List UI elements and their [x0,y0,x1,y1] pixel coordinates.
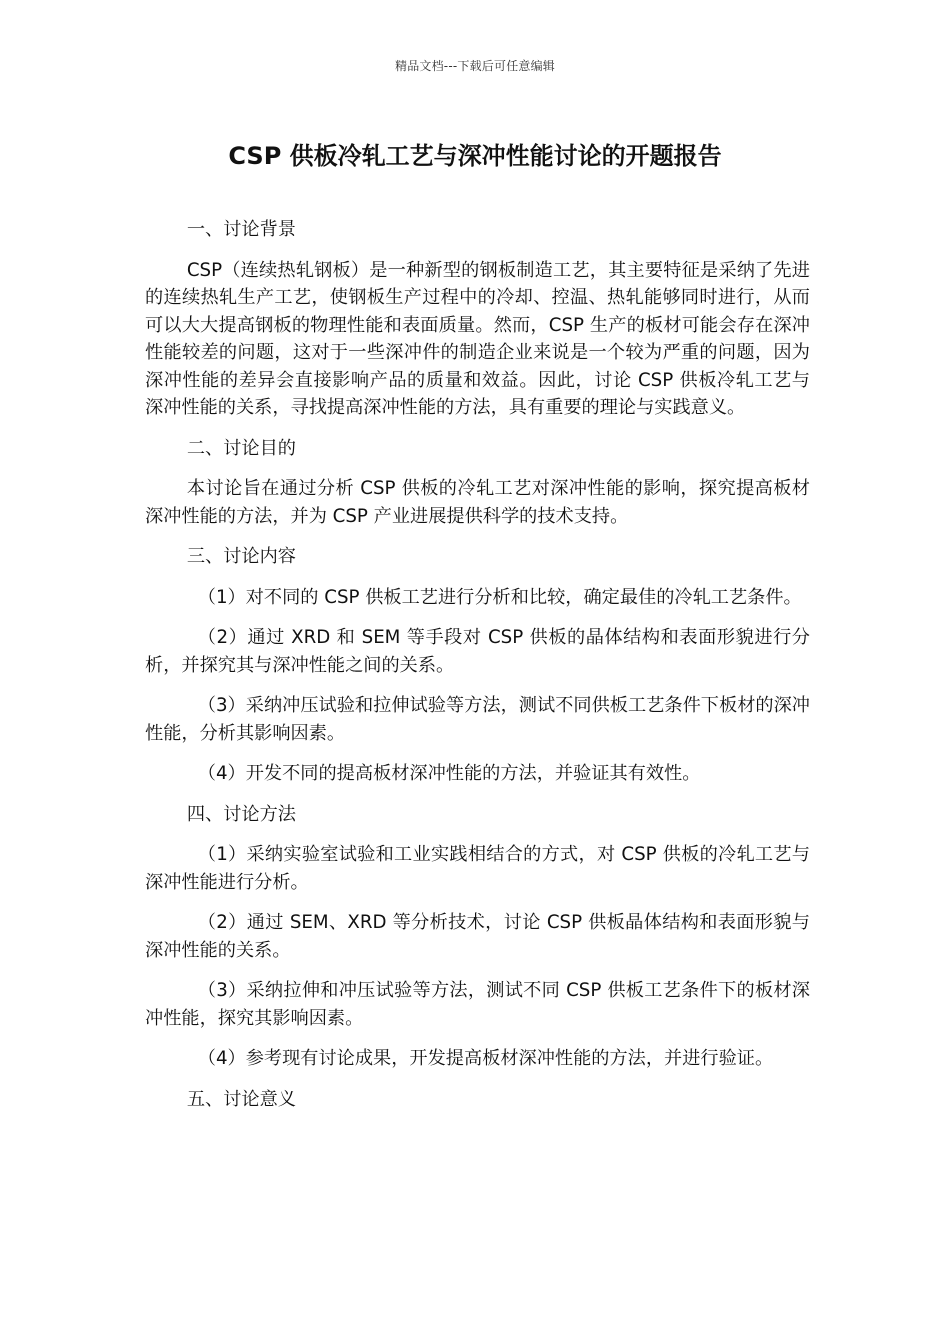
methods-item-4: （4）参考现有讨论成果，开发提高板材深冲性能的方法，并进行验证。 [197,1048,774,1069]
section-heading-purpose: 二、讨论目的 [186,437,296,459]
content-item-4: （4）开发不同的提高板材深冲性能的方法，并验证其有效性。 [197,763,701,784]
content-item-3: （3）采纳冲压试验和拉伸试验等方法，测试不同供板工艺条件下板材的深冲性能，分析其影响因素。 [145,695,810,744]
page-header: 精品文档---下载后可任意编辑 [395,59,555,73]
section-heading-methods: 四、讨论方法 [186,803,296,825]
background-paragraph: CSP（连续热轧钢板）是一种新型的钢板制造工艺，其主要特征是采纳了先进的连续热轧生产工艺，使钢板生产过程中的冷却、控温、热轧能够同时进行，从而可以大大提高钢板的物理性能和表面质量。然而，CSP 生产的板材可能会存在深冲性能较差的问题，这对于一些深冲件的制造企业来说是一个较为严重的问题，因为深冲性能的差异会直接影响产品的质量和效益。因此，讨论 CSP 供板冷轧工艺与深冲性能的关系，寻找提高深冲性能的方法，具有重要的理论与实践意义。 [145,259,810,418]
methods-item-1: （1）采纳实验室试验和工业实践相结合的方式，对 CSP 供板的冷轧工艺与深冲性能进行分析。 [145,844,810,893]
document-body [145,216,810,1126]
section-heading-background: 一、讨论背景 [186,219,296,240]
content-item-1: （1）对不同的 CSP 供板工艺进行分析和比较，确定最佳的冷轧工艺条件。 [197,586,802,608]
purpose-paragraph: 本讨论旨在通过分析 CSP 供板的冷轧工艺对深冲性能的影响，探究提高板材深冲性能的方法，并为 CSP 产业进展提供科学的技术支持。 [145,478,810,527]
section-heading-significance: 五、讨论意义 [186,1088,296,1110]
content-item-2: （2）通过 XRD 和 SEM 等手段对 CSP 供板的晶体结构和表面形貌进行分析，并探究其与深冲性能之间的关系。 [145,627,810,676]
methods-item-2: （2）通过 SEM、XRD 等分析技术，讨论 CSP 供板晶体结构和表面形貌与深冲性能的关系。 [145,912,810,961]
document-title: CSP 供板冷轧工艺与深冲性能讨论的开题报告 [228,142,722,170]
section-heading-content: 三、讨论内容 [186,546,296,567]
methods-item-3: （3）采纳拉伸和冲压试验等方法，测试不同 CSP 供板工艺条件下的板材深冲性能，探究其影响因素。 [145,980,810,1029]
